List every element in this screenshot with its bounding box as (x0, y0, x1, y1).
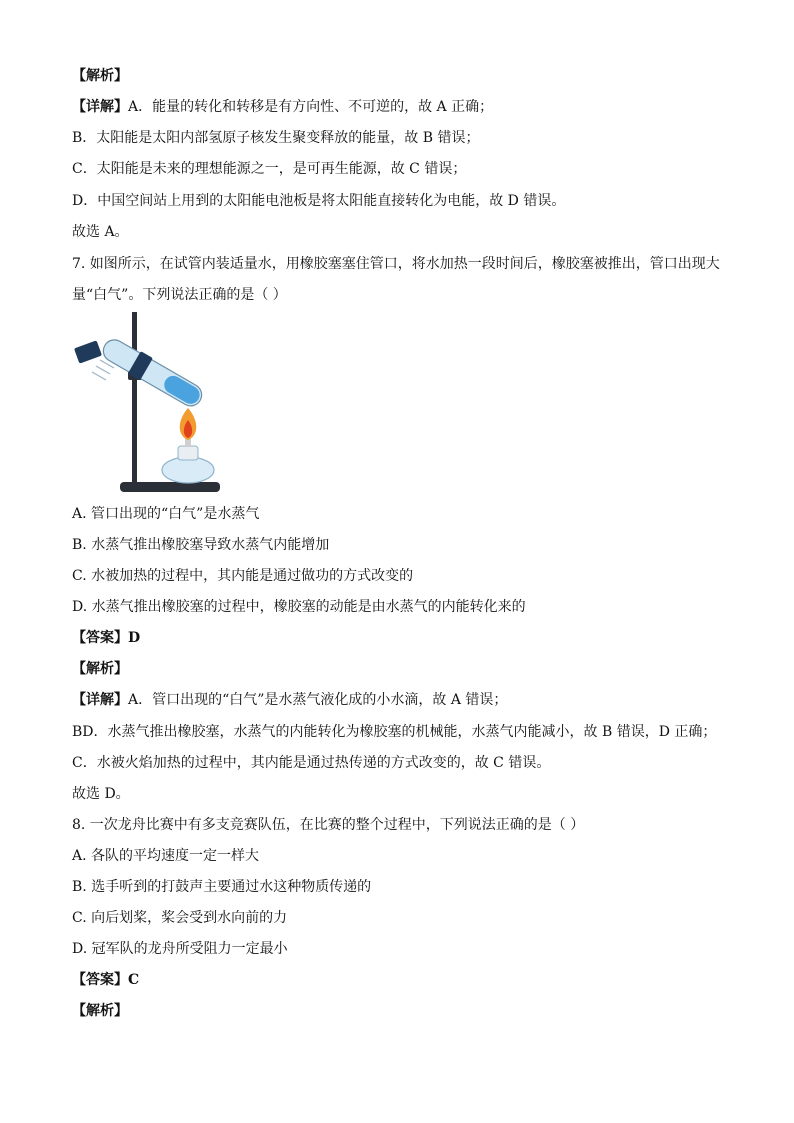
detail-tag: 【详解】 (72, 692, 128, 708)
question-8-option-d: D. 冠军队的龙舟所受阻力一定最小 (72, 941, 288, 957)
question-7-detail-bd: BD．水蒸气推出橡胶塞，水蒸气的内能转化为橡胶塞的机械能，水蒸气内能减小，故 B 错误，D 正确； (72, 724, 717, 740)
question-7-option-b: B. 水蒸气推出橡胶塞导致水蒸气内能增加 (72, 537, 330, 553)
question-7-analysis-heading: 【解析】 (72, 661, 128, 677)
question-8-option-b: B. 选手听到的打鼓声主要通过水这种物质传递的 (72, 879, 372, 895)
question-7-option-d: D. 水蒸气推出橡胶塞的过程中，橡胶塞的动能是由水蒸气的内能转化来的 (72, 599, 526, 615)
detail-text: A．管口出现的“白气”是水蒸气液化成的小水滴，故 A 错误； (128, 692, 508, 708)
question-7-answer: 【答案】D (72, 630, 141, 646)
detail-line-c: C．太阳能是未来的理想能源之一，是可再生能源，故 C 错误； (72, 161, 467, 177)
question-8-analysis-heading: 【解析】 (72, 1003, 128, 1019)
question-7-conclusion: 故选 D。 (72, 786, 130, 802)
question-7-detail-c: C．水被火焰加热的过程中，其内能是通过热传递的方式改变的，故 C 错误。 (72, 755, 551, 771)
question-8-option-c: C. 向后划桨，桨会受到水向前的力 (72, 910, 288, 926)
question-7-stem-line-1: 7. 如图所示，在试管内装适量水，用橡胶塞塞住管口，将水加热一段时间后，橡胶塞被推出，管口出现大 (72, 256, 720, 272)
analysis-heading: 【解析】 (72, 68, 128, 84)
stand-rod (132, 312, 137, 484)
question-7-option-c: C. 水被加热的过程中，其内能是通过做功的方式改变的 (72, 568, 414, 584)
detail-line-a (72, 98, 493, 116)
detail-text: A．能量的转化和转移是有方向性、不可逆的，故 A 正确； (128, 99, 494, 115)
question-8-answer: 【答案】C (72, 972, 140, 988)
question-7-stem-line-2: 量“白气”。下列说法正确的是（ ） (72, 287, 287, 303)
test-tube-heating-figure (68, 310, 238, 500)
question-8-option-a: A. 各队的平均速度一定一样大 (72, 848, 260, 864)
rubber-stopper-icon (74, 340, 102, 363)
detail-line-b: B．太阳能是太阳内部氢原子核发生聚变释放的能量，故 B 错误； (72, 130, 480, 146)
flame-icon (180, 408, 197, 440)
detail-line-d: D．中国空间站上用到的太阳能电池板是将太阳能直接转化为电能，故 D 错误。 (72, 193, 566, 209)
motion-lines-icon (92, 360, 114, 380)
apparatus-illustration (68, 310, 238, 500)
question-7-detail-a (72, 691, 507, 709)
alcohol-lamp-icon (162, 438, 214, 483)
choice-conclusion: 故选 A。 (72, 224, 129, 240)
question-7-option-a: A. 管口出现的“白气”是水蒸气 (72, 506, 260, 522)
detail-tag: 【详解】 (72, 99, 128, 115)
test-tube (98, 334, 206, 412)
question-8-stem: 8. 一次龙舟比赛中有多支竞赛队伍，在比赛的整个过程中，下列说法正确的是（ ） (72, 817, 585, 833)
